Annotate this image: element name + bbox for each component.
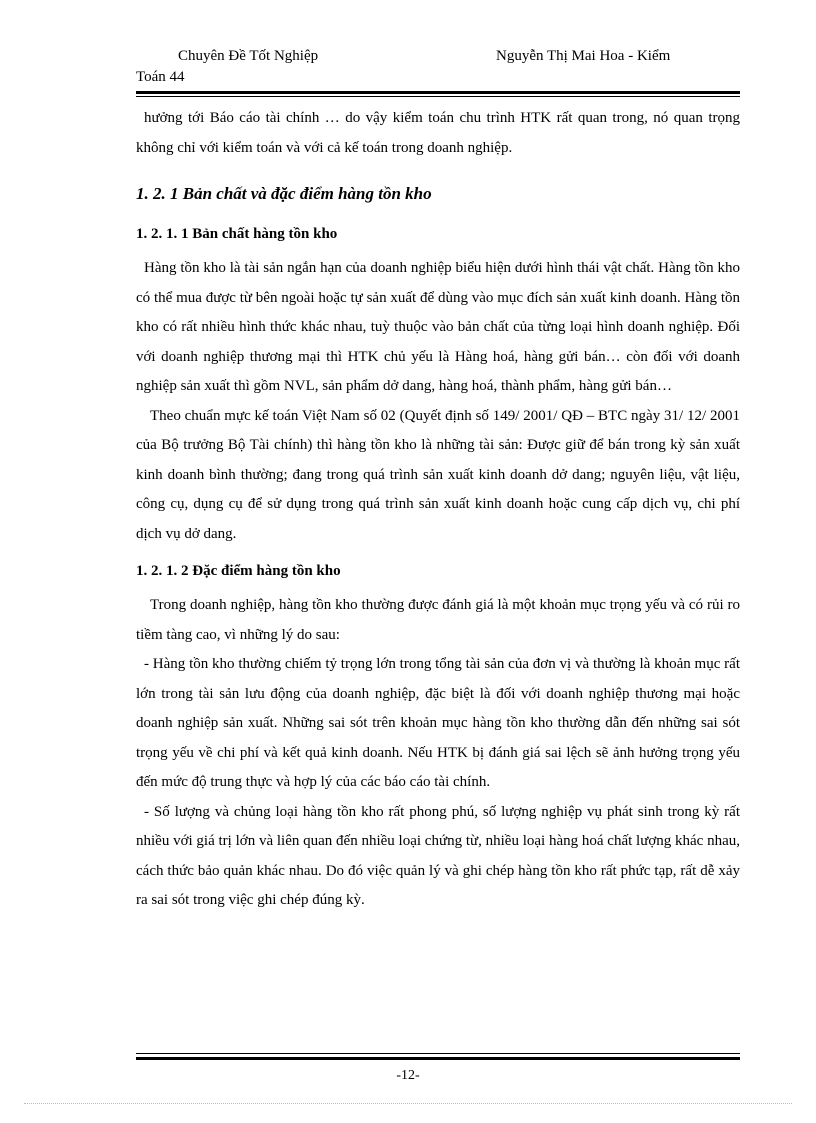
subsection-2-paragraph-2: - Hàng tồn kho thường chiếm tỷ trọng lớn trong tổng tài sản của đơn vị và thường là khoản mục rất lớn trong tài sản lưu động của doanh nghiệp, đặc biệt là đối với doanh nghiệp thương mại hoặc doanh nghiệp sản xuất. Những sai sót trên khoản mục hàng tồn kho thường dẫn đến những sai sót trọng yếu về chi phí và kết quả kinh doanh. Nếu HTK bị đánh giá sai lệch sẽ ảnh hưởng trọng yếu đến mức độ trung thực và hợp lý của các báo cáo tài chính. [136, 656, 740, 790]
footer-rule-thin [136, 1053, 740, 1054]
header-author: Nguyễn Thị Mai Hoa - Kiểm [496, 48, 671, 64]
section-heading: 1. 2. 1 Bản chất và đặc điểm hàng tồn kho [136, 184, 432, 203]
page-body [136, 104, 740, 916]
intro-paragraph: hưởng tới Báo cáo tài chính … do vậy kiểm toán chu trình HTK rất quan trong, nó quan trọng không chỉ với kiểm toán và với cả kế toán trong doanh nghiệp. [136, 110, 740, 156]
subsection-1-paragraph-2: Theo chuẩn mực kế toán Việt Nam số 02 (Quyết định số 149/ 2001/ QĐ – BTC ngày 31/ 12/ 2001 của Bộ trưởng Bộ Tài chính) thì hàng tồn kho là những tài sản: Được giữ để bán trong kỳ sản xuất kinh doanh bình thường; đang trong quá trình sản xuất kinh doanh dở dang; nguyên liệu, vật liệu, công cụ, dụng cụ để sử dụng trong quá trình sản xuất kinh doanh hoặc cung cấp dịch vụ, chi phí dịch vụ dở dang. [136, 407, 740, 542]
footer-rule-thick [136, 1057, 740, 1060]
subsection-heading-1: 1. 2. 1. 1 Bản chất hàng tồn kho [136, 226, 338, 242]
page-break-line [24, 1103, 792, 1104]
header-rule-thick [136, 91, 740, 94]
subsection-2-paragraph-1: Trong doanh nghiệp, hàng tồn kho thường được đánh giá là một khoản mục trọng yếu và có rủi ro tiềm tàng cao, vì những lý do sau: [136, 597, 740, 643]
subsection-heading-2: 1. 2. 1. 2 Đặc điểm hàng tồn kho [136, 563, 341, 579]
page-header [136, 46, 740, 88]
header-rule-thin [136, 96, 740, 97]
page-number: -12- [396, 1068, 420, 1083]
subsection-1-paragraph-1: Hàng tồn kho là tài sản ngắn hạn của doanh nghiệp biểu hiện dưới hình thái vật chất. Hàng tồn kho có thể mua được từ bên ngoài hoặc tự sản xuất để dùng vào mục đích sản xuất kinh doanh. Hàng tồn kho có rất nhiều hình thức khác nhau, tuỳ thuộc vào bản chất của từng loại hình doanh nghiệp. Đối với doanh nghiệp thương mại thì HTK chủ yếu là Hàng hoá, hàng gửi bán… còn đối với doanh nghiệp sản xuất thì gồm NVL, sản phẩm dở dang, hàng hoá, thành phẩm, hàng gửi bán… [136, 260, 740, 394]
header-class: Toán 44 [136, 69, 185, 85]
subsection-2-paragraph-3: - Số lượng và chủng loại hàng tồn kho rất phong phú, số lượng nghiệp vụ phát sinh trong kỳ rất nhiều với giá trị lớn và liên quan đến nhiều loại chứng từ, nhiều loại hàng hoá chất lượng khác nhau, cách thức bảo quản khác nhau. Do đó việc quản lý và ghi chép hàng tồn kho rất phức tạp, rất dễ xảy ra sai sót trong việc ghi chép đúng kỳ. [136, 803, 740, 908]
header-title: Chuyên Đề Tốt Nghiệp [178, 48, 319, 64]
